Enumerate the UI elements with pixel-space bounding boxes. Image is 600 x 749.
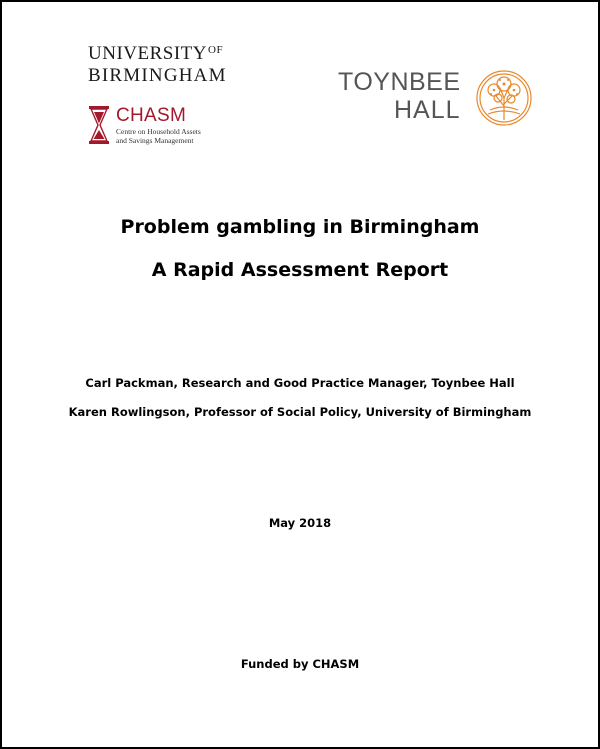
funding-statement: Funded by CHASM [240, 657, 360, 671]
report-subtitle: A Rapid Assessment Report [151, 259, 449, 281]
uob-wordmark-of: OF [208, 44, 224, 56]
uob-wordmark-birmingham: BIRMINGHAM [88, 65, 227, 86]
uob-wordmark-university: UNIVERSITY [88, 43, 207, 64]
tree-emblem-icon [474, 68, 534, 128]
author-carl-packman: Carl Packman, Research and Good Practice Manager, Toynbee Hall [85, 376, 515, 390]
publication-date: May 2018 [268, 516, 332, 530]
chasm-subtitle: Centre on Household Assets and Savings Management [116, 127, 201, 145]
report-title: Problem gambling in Birmingham [120, 216, 480, 238]
chasm-logo [88, 106, 238, 148]
university-of-birmingham-logo [88, 44, 227, 85]
toynbee-wordmark-line1: TOYNBEE [338, 68, 461, 96]
toynbee-hall-logo [338, 70, 461, 123]
toynbee-wordmark-line2: HALL [393, 96, 461, 124]
hourglass-icon [88, 106, 110, 144]
author-karen-rowlingson: Karen Rowlingson, Professor of Social Policy, University of Birmingham [68, 405, 532, 419]
chasm-name: CHASM [116, 105, 187, 126]
